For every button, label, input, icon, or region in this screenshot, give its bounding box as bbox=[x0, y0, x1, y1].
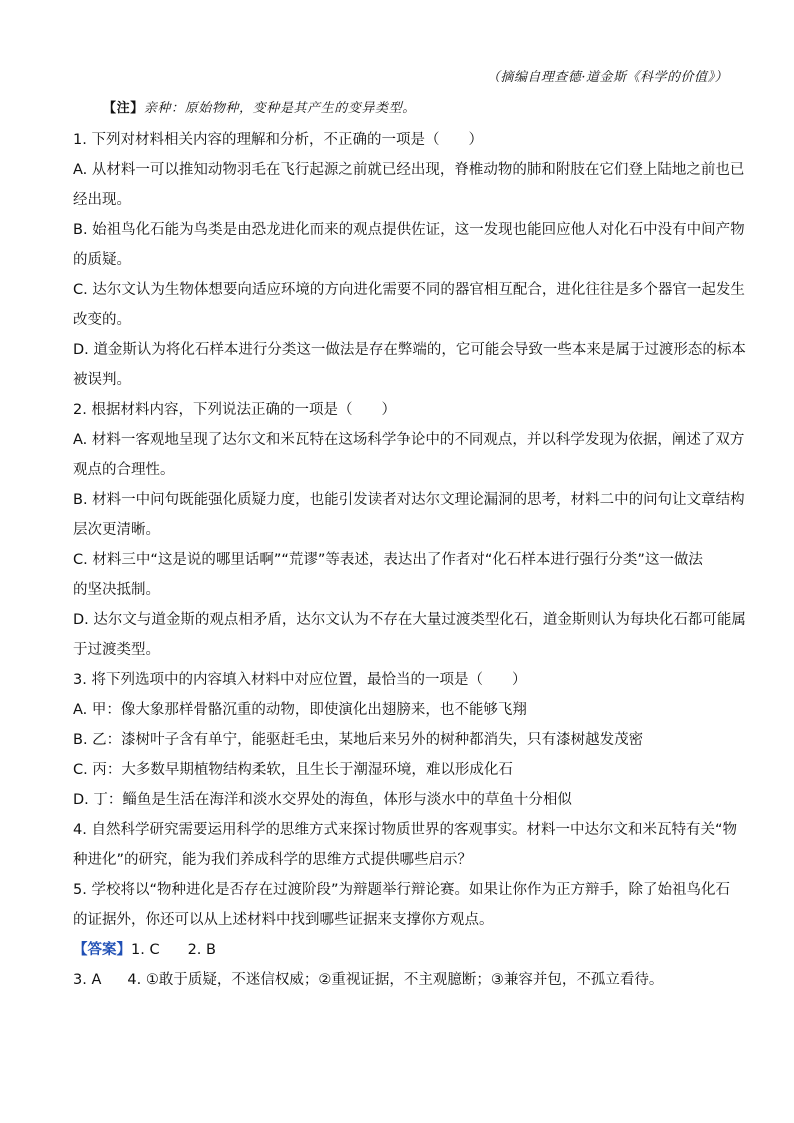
note-text: 亲种：原始物种，变种是其产生的变异类型。 bbox=[143, 101, 416, 116]
answer-tag: 【答案】 bbox=[73, 942, 131, 958]
note bbox=[103, 97, 416, 116]
q3-option-a: A. 甲：像大象那样骨骼沉重的动物，即使演化出翅膀来，也不能够飞翔 bbox=[73, 702, 527, 718]
q1-option-d-line1: D. 道金斯认为将化石样本进行分类这一做法是存在弊端的，它可能会导致一些本来是属于过渡形态的标本 bbox=[73, 342, 746, 358]
answer-4: 4. ①敢于质疑，不迷信权威；②重视证据，不主观臆断；③兼容并包，不孤立看待。 bbox=[127, 972, 664, 988]
question-2-stem: 2. 根据材料内容，下列说法正确的一项是（ ） bbox=[73, 402, 396, 418]
note-tag: 【注】 bbox=[103, 101, 144, 116]
question-3-stem: 3. 将下列选项中的内容填入材料中对应位置，最恰当的一项是（ ） bbox=[73, 672, 527, 688]
q2-option-c-line2: 的坚决抵制。 bbox=[73, 582, 160, 598]
answer-line-1 bbox=[73, 935, 723, 965]
answer-3: 3. A bbox=[73, 972, 102, 988]
q1-option-a-line1: A. 从材料一可以推知动物羽毛在飞行起源之前就已经出现，脊椎动物的肺和附肢在它们登上陆地之前也已 bbox=[73, 162, 745, 178]
source-citation: （摘编自理查德·道金斯《科学的价值》） bbox=[486, 70, 728, 85]
question-4-stem-line1: 4. 自然科学研究需要运用科学的思维方式来探讨物质世界的客观事实。材料一中达尔文和米瓦特有关“物 bbox=[73, 822, 737, 838]
answer-2: 2. B bbox=[187, 942, 216, 958]
questions-body bbox=[73, 125, 746, 995]
q2-option-d-line2: 于过渡类型。 bbox=[73, 642, 160, 658]
question-1-stem: 1. 下列对材料相关内容的理解和分析，不正确的一项是（ ） bbox=[73, 132, 483, 148]
question-5-stem-line2: 的证据外，你还可以从上述材料中找到哪些证据来支撑你方观点。 bbox=[73, 912, 494, 928]
q2-option-c-line1: C. 材料三中“这是说的哪里话啊”“荒谬”等表述，表达出了作者对“化石样本进行强行分类”这一做法 bbox=[73, 552, 703, 568]
q2-option-b-line1: B. 材料一中问句既能强化质疑力度，也能引发读者对达尔文理论漏洞的思考，材料二中的问句让文章结构 bbox=[73, 492, 745, 508]
q2-option-b-line2: 层次更清晰。 bbox=[73, 522, 160, 538]
q3-option-c: C. 丙：大多数早期植物结构柔软，且生长于潮湿环境，难以形成化石 bbox=[73, 762, 513, 778]
q1-option-c-line1: C. 达尔文认为生物体想要向适应环境的方向进化需要不同的器官相互配合，进化往往是多个器官一起发生 bbox=[73, 282, 745, 298]
q1-option-c-line2: 改变的。 bbox=[73, 312, 131, 328]
q1-option-b-line2: 的质疑。 bbox=[73, 252, 131, 268]
q3-option-d: D. 丁：鲻鱼是生活在海洋和淡水交界处的海鱼，体形与淡水中的草鱼十分相似 bbox=[73, 792, 572, 808]
q1-option-d-line2: 被误判。 bbox=[73, 372, 131, 388]
q3-option-b: B. 乙：漆树叶子含有单宁，能驱赶毛虫，某地后来另外的树种都消失，只有漆树越发茂密 bbox=[73, 732, 644, 748]
q1-option-a-line2: 经出现。 bbox=[73, 192, 131, 208]
q2-option-a-line2: 观点的合理性。 bbox=[73, 462, 175, 478]
question-4-stem-line2: 种进化”的研究，能为我们养成科学的思维方式提供哪些启示？ bbox=[73, 852, 473, 868]
answer-line-2 bbox=[73, 965, 723, 995]
q2-option-d-line1: D. 达尔文与道金斯的观点相矛盾，达尔文认为不存在大量过渡类型化石，道金斯则认为每块化石都可能属 bbox=[73, 612, 746, 628]
question-5-stem-line1: 5. 学校将以“物种进化是否存在过渡阶段”为辩题举行辩论赛。如果让你作为正方辩手，除了始祖鸟化石 bbox=[73, 882, 730, 898]
q2-option-a-line1: A. 材料一客观地呈现了达尔文和米瓦特在这场科学争论中的不同观点，并以科学发现为依据，阐述了双方 bbox=[73, 432, 745, 448]
answer-1: 1. C bbox=[131, 942, 160, 958]
q1-option-b-line1: B. 始祖鸟化石能为鸟类是由恐龙进化而来的观点提供佐证，这一发现也能回应他人对化石中没有中间产物 bbox=[73, 222, 745, 238]
